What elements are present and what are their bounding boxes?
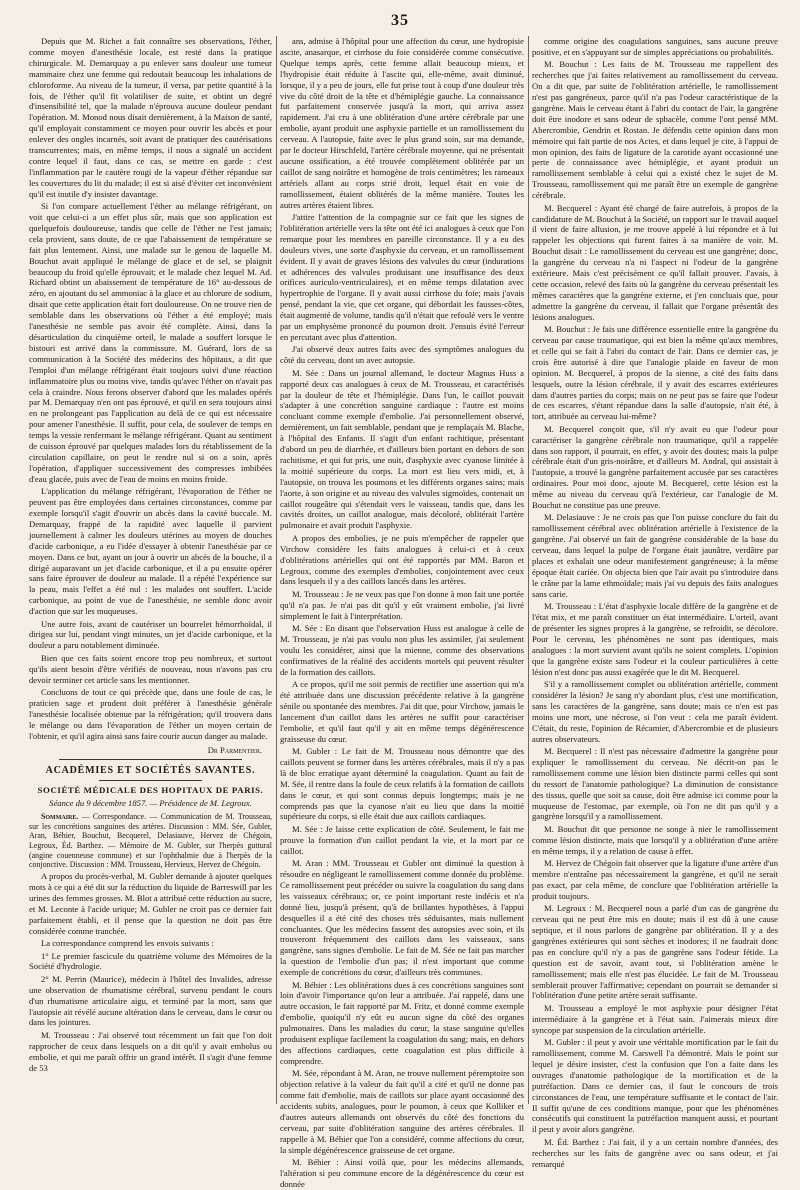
paragraph: M. Becquerel : Il n'est pas nécessaire d'admettre la gangrène pour expliquer le ramollissement du cerveau. Ne décrit-on pas le ramollissement comme une lésion bien distincte parmi celles qui sont du ressort de l'anatomie pathologique? La diminution de consistance des tissus, quelle que soit sa cause, doit être admise ici comme pour la muqueuse de l'estomac, par exemple, où l'on ne dit pas qu'il y a gangrène lorsqu'il y a ramollissement. — [532, 746, 778, 822]
paragraph: L'application du mélange réfrigérant, l'évaporation de l'éther ne peuvent pas être employées dans certaines circonstances, comme par exemple lorsqu'il s'agit d'ouvrir un abcès dans la cavité buccale. M. Demarquay, frappé de la rapidité avec laquelle il parvient journellement à calmer les douleurs utérines au moyen de douches d'acide carbonique, a eu l'idée d'essayer à obtenir l'anesthésie par ce moyen. Dans ce but, ayant un jour à ouvrir un abcès de la bouche, il a dirigé auparavant un jet d'acide carbonique, et il a pu ensuite opérer sans faire éprouver de douleur au malade. Il a répété l'expérience sur la peau, mais l'effet a été nul : les malades ont souffert. L'acide carbonique, au point de vue de l'anesthésie, ne semble donc avoir d'action que sur les muqueuses. — [29, 486, 272, 617]
paragraph: M. Becquerel conçoit que, s'il n'y avait eu que l'odeur pour caractériser la gangrène cérébrale non traumatique, qu'il a rappelée dans son rapport, il pourrait, en effet, y avoir des doutes; mais la pulpe cérébrale était d'un gris-noirâtre, et d'ailleurs M. Andral, qui assistait à l'autopsie, a trouvé la gangrène parfaitement accusée par ses caractères ordinaires. Pour moi donc, ajoute M. Becquerel, cette lésion est la même au niveau du cerveau qu'à l'extérieur, car l'analogie de M. Bouchut ne constitue pas une preuve. — [532, 423, 778, 511]
paragraph: J'ai observé deux autres faits avec des symptômes analogues du côté du cerveau, dont un avec autopsie. — [280, 344, 524, 366]
column-2 — [280, 36, 524, 1189]
paragraph: M. Gubler : Le fait de M. Trousseau nous démontre que des caillots peuvent se former dans les artères cérébrales, mais il n'y a pas là de bloc erratique ayant déterminé la coagulation. Quant au fait de M. Sée, il rentre dans la foule de ceux relatifs à la formation de caillots dans le cœur, et qui sont connus depuis longtemps; mais je ne comprends pas que la cyanose n'ait eu lieu que dans la moitié supérieure du corps, si elle était due aux caillots cardiaques. — [280, 746, 524, 822]
column-divider — [528, 36, 529, 1104]
paragraph: comme origine des coagulations sanguines, sans aucune preuve positive, et en s'appuyant sur de simples appréciations ou probabilités. — [532, 36, 778, 57]
paragraph: M. Trousseau : L'état d'asphyxie locale diffère de la gangrène et de l'état mix, et me paraît constituer un état intermédiaire. L'orteil, avant de présenter les signes propres à la gangrène, se refroidit, se décolore. Pour le cerveau, les phénomènes ne sont pas identiques, mais analogues : la mort survient avant qu'ils ne soient complets. L'opinion que la gangrène existe sans l'odeur et la couleur particulières à cette lésion n'est donc pas aussi exagérée que le dit M. Becquerel. — [532, 601, 778, 677]
paragraph: ans, admise à l'hôpital pour une affection du cœur, une hydropisie ascite, anasarque, et cirrhose du foie considérée comme consécutive. Quelque temps après, cette femme allait beaucoup mieux, et l'hydropisie était réduite à l'ascite qui, elle-même, avait diminué, lorsque, il y a peu de jours, elle fut prise tout à coup d'une douleur très vive du côté droit de la tête et d'hémiplégie gauche. La connaissance fut parfaitement conservée jusqu'à la mort, qui arriva assez rapidement. J'ai cru à une oblitération d'une artère cérébrale par une embolie, ayant produit une asphyxie partielle et un ramollissement du cerveau. A l'autopsie, faite avec le plus grand soin, sur ma demande, par le docteur Hirschfeld, l'artère cérébrale moyenne, qui ne présentait aucune ossification, a été trouvée complètement oblitérée par un caillot de sang noirâtre et homogène de trois centimètres; les rameaux artériels allant au corps strié droit, lequel était en voie de ramollissement, étaient oblitérés de la même manière. Toutes les autres artères étaient libres. — [280, 36, 524, 210]
paragraph: M. Béhier : Les oblitérations dues à ces concrétions sanguines sont loin d'avoir l'importance qu'on leur a attribuée. J'ai rappelé, dans une autre occasion, le fait rapporté par M. Fritz, et donné comme exemple d'embolie, quoiqu'il n'y eût eu aucun signe du côté des organes pulmonaires. Dans les maladies du cœur, la stase sanguine qu'elles produisent explique facilement la coagulation du sang; mais, en dehors des affections cardiaques, cette coagulation est plus difficile à comprendre. — [280, 979, 524, 1066]
column-1 — [29, 36, 272, 1106]
paragraph: M. Trousseau a employé le mot asphyxie pour désigner l'état intermédiaire à la gangrène et à l'état sain. J'aimerais mieux dire syncope par suspension de la circulation artérielle. — [532, 1002, 778, 1035]
author-signature: Dr Parmentier. — [207, 744, 262, 755]
summary-label: Sommaire. — [41, 812, 79, 822]
paragraph: S'il y a ramollissement complet ou oblitération artérielle, comment considérer la lésion? Je sang n'y abordant plus, c'est une mortification, sans les caractères de la gangrène, sans doute; mais ce n'en est pas moins une mort, une nécrose, si l'on veut : cela me paraît évident. C'était, du reste, l'opinion de Récamier, d'Abercrombie et de plusieurs autres observateurs. — [532, 679, 778, 744]
paragraph: M. Becquerel : Ayant été chargé de faire autrefois, à propos de la candidature de M. Bouchut à la Société, un rapport sur le travail auquel il vient de faire allusion, je me trouve appelé à lui répondre et à lui rappeler les objections qui furent faites à sa manière de voir. M. Bouchut disait : Le ramollissement du cerveau est une gangrène; donc, la gangrène du cerveau n'a ni l'aspect ni l'odeur de la gangrène extérieure. Mais c'est précisément ce qu'il fallait prouver. J'avais, à cette occasion, relevé des faits où la gangrène du cerveau présentait les mêmes caractères que la gangrène externe, et j'en concluais que, pour admettre la gangrène du cerveau, il fallait que l'organe présentât des lésions analogues. — [532, 202, 778, 322]
paragraph: Depuis que M. Richet a fait connaître ses observations, l'éther, comme moyen d'anesthésie locale, est resté dans la pratique chirurgicale. M. Demarquay a pu enlever sans douleur une tumeur mammaire chez une femme qui redoutait beaucoup les inhalations de chloroforme. Au niveau de la tumeur, il versa, par petite quantité à la fois, de l'éther qu'il fit volatiliser de suite, et obtint un degré d'insensibilité tel, que la malade n'éprouva aucune douleur pendant l'opération. M. Monod nous disait dernièrement, à la Maison de santé, qu'il employait constamment ce moyen pour ouvrir les abcès et pour enlever des ongles incarnés, soit avant de pratiquer des cautérisations transcurrentes; mais, en même temps, il nous a signalé un accident contre lequel il faut, dans ce cas, se mettre en garde : c'est l'inflammation par le cautère rougi de la vapeur d'éther répandue sur les couvertures du lit du malade; il est si aisé d'éviter cet inconvénient qu'il est inutile d'y insister davantage. — [29, 36, 272, 199]
paragraph: M. Aran : MM. Trousseau et Gubler ont diminué la question à résoudre en négligeant le ramollissement comme donnée du problème. Ce ramollissement peut précéder ou suivre la coagulation du sang dans les vaisseaux cérébraux; or, ce point important reste indécis et n'a donné lieu, jusqu'à présent, qu'à de brillantes hypothèses, à l'appui desquelles il a été cité des choses très séduisantes, mais nullement concluantes. Que les médecins fassent des autopsies avec soin, et ils trouveront fréquemment des caillots dans les vaisseaux, sans gangrène, sans signes d'embolie. Le fait de M. Sée ne fait pas marcher la question de l'embolie d'un pas; il n'est important que comme exemple de concrétions du cœur, d'ailleurs très communes. — [280, 858, 524, 978]
paragraph: M. Legroux : M. Becquerel nous a parlé d'un cas de gangrène du cerveau qui ne peut être mis en doute; mais il est dû à une cause septique, et il nous parlons de gangrène par oblitération. Il y a des gangrènes extérieures qui sont sèches et inodores; il ne faudrait donc pas en conclure qu'il n'y a pas de gangrène sans l'odeur fétide. La question est de savoir, avant tout, si l'oblitération amène le ramollissement; mais elle n'est pas élucidée. Le fait de M. Trousseau semblerait prouver l'affirmative; cependant on pourrait se demander si l'oblitération d'une petite artère serait suffisante. — [532, 903, 778, 1001]
paragraph: M. Trousseau : Je ne veux pas que l'on donne à mon fait une portée qu'il n'a pas. Je n'ai pas dit qu'il y eût vraiment embolie, j'ai livré simplement le fait à l'interprétation. — [280, 588, 524, 621]
paragraph: 1° Le premier fascicule du quatrième volume des Mémoires de la Société d'hydrologie. — [29, 950, 272, 972]
paragraph: Une autre fois, avant de cautériser un bourrelet hémorrhoïdal, il dirigea sur lui, pendant vingt minutes, un jet d'acide carbonique, et la douleur a paru notablement diminuée. — [29, 618, 272, 651]
paragraph: M. Sée : Je laisse cette explication de côté. Seulement, le fait me prouve la formation d'un caillot pendant la vie, et la mort par ce caillot. — [280, 823, 524, 856]
section-title: ACADÉMIES ET SOCIÉTÉS SAVANTES. — [45, 765, 256, 777]
society-title: SOCIÉTÉ MÉDICALE DES HOPITAUX DE PARIS. — [37, 785, 264, 796]
column-divider — [276, 36, 277, 1104]
paragraph: La correspondance comprend les envois suivants : — [41, 938, 214, 949]
section-separator — [99, 780, 202, 781]
paragraph: M. Delasiauve : Je ne crois pas que l'on puisse conclure du fait du ramollissement cérébral avec oblitération artérielle à l'existence de la gangrène. J'ai observé un fait de gangrène considérable de la base du cerveau, dans lequel la pulpe de l'organe était jaunâtre, verdâtre par places et exhalait une odeur manifestement gangréneuse; à la même époque était cariée. On objecta bien que l'air avait pu s'introduire dans le crâne par la lame ethmoïdale; mais j'ai vu depuis des faits analogues sans carie. — [532, 512, 778, 599]
paragraph: J'attire l'attention de la compagnie sur ce fait que les signes de l'oblitération artérielle vers la tête ont été ici analogues à ceux que l'on remarque pour les membres en pareille circonstance. Il y a eu des douleurs vives, une sorte d'asphyxie du cerveau, et un ramollissement évident. Il y avait de graves lésions des valvules du cœur (indurations et adhérences des valvules produisant une insuffisance des deux orifices auriculo-ventriculaires), et en même temps dilatation avec hypertrophie de l'organe. Il y avait aussi cirrhose du foie; mais j'avais pensé, pendant la vie, que cet organe, qui débordait les fausses-côtes, était augmenté de volume, tandis qu'il n'était que refoulé vers le ventre par un emphysème prononcé du poumon droit. J'ensuis évité l'erreur en percutant avec plus d'attention. — [280, 212, 524, 342]
paragraph: Si l'on compare actuellement l'éther au mélange réfrigérant, on voit que celui-ci a un effet plus sûr, mais que son application est quelquefois douloureuse, tandis que celle de l'éther ne l'est jamais; cela provient, sans doute, de ce que l'abaissement de température se fait plus lentement. Ainsi, une malade sur le genou de laquelle M. Bouchut avait appliqué le mélange de glace et de sel, se plaignit beaucoup du froid qu'elle éprouvait; et le malade chez lequel M. Ad. Richard obtint un abaissement de température de 16° au-dessous de zéro, en ajoutant du sel ammoniac à la glace et au chlorure de sodium, disait que cette application était fort douloureuse. On ne trouve rien de semblable dans les observations où l'éther a été employé; mais l'anesthésie ne semble pas avoir été complète. Ainsi, dans la désarticulation du cinquième orteil, le malade a souffert lorsque le bistouri est arrivé dans la commissure. M. Guérard, lors de sa communication à la Société des médecins des hôpitaux, a dit que l'emploi d'un mélange réfrigérant était toujours suivi d'une réaction inflammatoire plus ou moins vive, tandis qu'avec l'éther on n'avait pas cela à craindre. Nous ferons observer d'abord que les malades opérés par M. Demarquay n'en ont pas éprouvé, et qu'il en sera toujours ainsi en ne prolongeant pas l'application au delà de ce qui est nécessaire pour amener l'anesthésie. Il suffit, pour cela, de soulever de temps en temps la vessie renfermant le mélange réfrigérant. Quant au sentiment de cuisson éprouvé par quelques malades lors du rétablissement de la circulation capillaire, on peut le rendre nul si on a soin, après l'opération, d'appliquer successivement des compresses imbibées d'eau glacée, puis avec de l'eau de moins en moins froide. — [29, 201, 272, 484]
paragraph: M. Gubler : il peut y avoir une véritable mortification par le fait du ramollissement, comme M. Carswell l'a démontré. Mais le point sur lequel je désire insister, c'est la confusion que l'on a faite dans les ouvrages d'anatomie pathologique de la mortification et de la putréfaction. Dans ce dernier cas, il faut le concours de trois circonstances de l'eau, une température suffisante et le contact de l'air. Il suffit qu'une de ces conditions manque, pour que les phénomènes consécutifs qui constituent la putréfaction manquent aussi, et pourtant il peut y avoir alors gangrène. — [532, 1037, 778, 1135]
paragraph: M. Éd. Barthez : J'ai fait, il y a un certain nombre d'années, des recherches sur les faits de gangrène avec ou sans odeur, et j'ai remarqué — [532, 1136, 778, 1169]
paragraph: A propos des embolies, je ne puis m'empêcher de rappeler que Virchow considère les faits analogues à celui-ci et à ceux d'oblitérations artérielles qui ont été rapportés par MM. Baron et Legroux, comme des exemples d'embolies, conjointement avec ceux dans lesquels il y a des caillots lancés dans les artères. — [280, 532, 524, 587]
session-summary — [29, 812, 272, 870]
paragraph: M. Sée : Dans un journal allemand, le docteur Magnus Huss a rapporté deux cas analogues à ceux de M. Trousseau, et caractérisés par la douleur de tête et l'hémiplégie. Dans l'un, le caillot pouvait s'adapter à une concrétion sanguine cardiaque : l'autre est moins concluant comme exemple d'embolie. J'ai personnellement observé, dernièrement, un fait semblable, pendant que je remplaçais M. Blache, à l'hôpital des Enfants. Il s'agit d'un enfant rachitique, présentant d'abord un peu de diarrhée, et d'ailleurs bien portant en dehors de son rachitisme, et qui fut pris, une nuit, d'asphyxie avec cyanose limitée à la moitié supérieure du corps. La mort est lieu vers midi, et, à l'autopsie, on trouva les poumons et les différents organes sains; mais l'aorte, à son origine et au niveau des valvules sigmoïdes, contenait un caillot rougeâtre qui s'étendait vers le vaisseau, tandis que, dans les cavités droites, un caillot analogue, mais décoloré, oblitérait l'artère pulmonaire et avait produit l'asphyxie. — [280, 367, 524, 531]
paragraph: Bien que ces faits soient encore trop peu nombreux, et surtout qu'ils aient besoin d'être vérifiés de nouveau, nous n'avons pas cru devoir terminer cet article sans les mentionner. — [29, 652, 272, 685]
section-separator — [59, 759, 242, 760]
paragraph: M. Béhier : Ainsi voilà que, pour les médecins allemands, l'altération si peu commune encore de la dégénérescence du cœur est donnée — [280, 1157, 524, 1189]
paragraph: M. Bouchut : Je fais une différence essentielle entre la gangrène du cerveau par cause traumatique, qui est bien la même qu'aux membres, et celle qui se fait à l'abri du contact de l'air. Dans ce dernier cas, je crois être autorisé à dire que l'analogie plaide en faveur de mon opinion. M. Becquerel, à propos de la sienne, a cité des faits dans lesquels, outre la lésion cérébrale, il y avait des escarres extérieures dans d'autres parties du corps; mais on ne peut pas se faire que l'odeur de ces escarres, s'étant répandue dans la salle d'autopsie, n'ait été, à tort, attribuée au cerveau lui-même? — [532, 324, 778, 422]
paragraph: M. Sée, répondant à M. Aran, ne trouve nullement péremptoire son objection relative à la valeur du fait qu'il a cité et qu'il ne donne pas comme fait d'embolie, mais de caillots sur place ayant occasionné des accidents subits, analogues, pour le poumon, à ceux que Kolliker et d'autres auteurs allemands ont observés du côté des fonctions du cerveau, par suite d'oblitération sanguine des artères cérébrales. Il rappelle à M. Béhier que l'on a considéré, comme affections du cœur, la simple dégénérescence graisseuse de cet organe. — [280, 1068, 524, 1155]
page-number: 35 — [391, 12, 409, 29]
paragraph: 2° M. Perrin (Maurice), médecin à l'hôtel des Invalides, adresse une observation de rhumatisme cérébral, survenu pendant le cours d'un rhumatisme articulaire aigu, et terminé par la mort, sans que l'autopsie ait révélé aucune altération dans le cerveau, dans le cœur ou dans les jointures. — [29, 973, 272, 1028]
paragraph: M. Sée : En disant que l'observation Huss est analogue à celle de M. Trousseau, je n'ai pas voulu non plus les assimiler, j'ai seulement voulu les considérer, ainsi que la mienne, comme des observations confirmatives de la réalité des accidents mortels qui peuvent résulter de la formation des caillots. — [280, 623, 524, 677]
paragraph: M. Hervez de Chégoin fait observer que la ligature d'une artère d'un membre n'entraîne pas nécessairement la gangrène, et qu'il ne serait pas exact, par cela même, de conclure que l'oblitération artérielle la produit toujours. — [532, 858, 778, 901]
paragraph: M. Bouchut : Les faits de M. Trousseau me rappellent des recherches que j'ai faites relativement au ramollissement du cerveau. On a dit que, par suite de l'oblitération artérielle, le ramollissement n'est pas gangréneux, parce qu'il n'a pas l'odeur caractéristique de la gangrène. Mais le cerveau étant à l'abri du contact de l'air, la gangrène doit être inodore et sans odeur de sphacèle, comme l'ont pensé MM. Abercrombie, Gendrin et Rostan. Je défendis cette opinion dans mon mémoire qui fait partie de nos Actes, et dans lequel je cite, à l'appui de mon opinion, des faits de ligature de la carotide ayant occasionné une perte de connaissance avec hémiplégie, et ayant produit un ramollissement semblable à celui qui a existé chez le sujet de M. Trousseau, ramollissement qui me paraît être un exemple de gangrène cérébrale. — [532, 59, 778, 201]
paragraph: A ce propos, qu'il me soit permis de rectifier une assertion qui m'a été attribuée dans une discussion précédente relative à la gangrène sénile ou spontanée des membres. J'ai dit que, pour Virchow, jamais le lancement d'un caillot dans les artères ne suffit pour caractériser l'embolie, et qu'il faut qu'il y ait en même temps dégénérescence graisseuse du cœur. — [280, 679, 524, 744]
paragraph: M. Trousseau : J'ai observé tout récemment un fait que l'on doit rapprocher de ceux dans lesquels on a dit qu'il y avait embolus ou embolie, et qui me paraît offrir un grand intérêt. Il s'agit d'une femme de 53 — [29, 1029, 272, 1073]
session-line: Séance du 9 décembre 1857. — Présidence de M. Legroux. — [49, 798, 252, 809]
paragraph: A propos du procès-verbal, M. Gubler demande à ajouter quelques mots à ce qui a été dit sur la réduction du liquide de Barreswill par les urines des femmes grosses. M. Blot a attribué cette réduction au sucre, et M. Leconte à l'acide urique; M. Gubler ne croit pas ce dernier fait parfaitement établi, et il pense que la question ne doit pas être considérée comme tranchée. — [29, 871, 272, 936]
paragraph: Concluons de tout ce qui précède que, dans une foule de cas, le praticien sage et prudent doit préférer à l'anesthésie générale l'anesthésie localisée obtenue par la réfrigération; qu'il trouvera dans le mélange ou dans l'évaporation de l'éther un moyen certain de l'obtenir, et qu'il agira ainsi sans faire courir aucun danger au malade. — [29, 686, 272, 741]
summary-text: — Correspondance. — Communication de M. Trousseau, sur les concrétions sanguines des artères. Discussion : MM. Sée, Gubler, Aran, Béhier, Bouchut, Becquerel, Delasiauve, Hervez de Chégoin, Legroux, Éd. Barthez. — Mémoire de M. Gubler, sur l'herpès guttural (angine couenneuse commune) et sur l'ophthalmie due à l'herpès de la conjonctive. Discussion : MM. Trousseau, Hervieux, Hervez de Chégoin. — [29, 812, 272, 870]
column-3 — [532, 36, 778, 1169]
paragraph: M. Bouchut dit que personne ne songe à nier le ramollissement comme lésion distincte, mais que lorsqu'il y a oblitération d'une artère en même temps, il y a relation de cause à effet. — [532, 823, 778, 856]
